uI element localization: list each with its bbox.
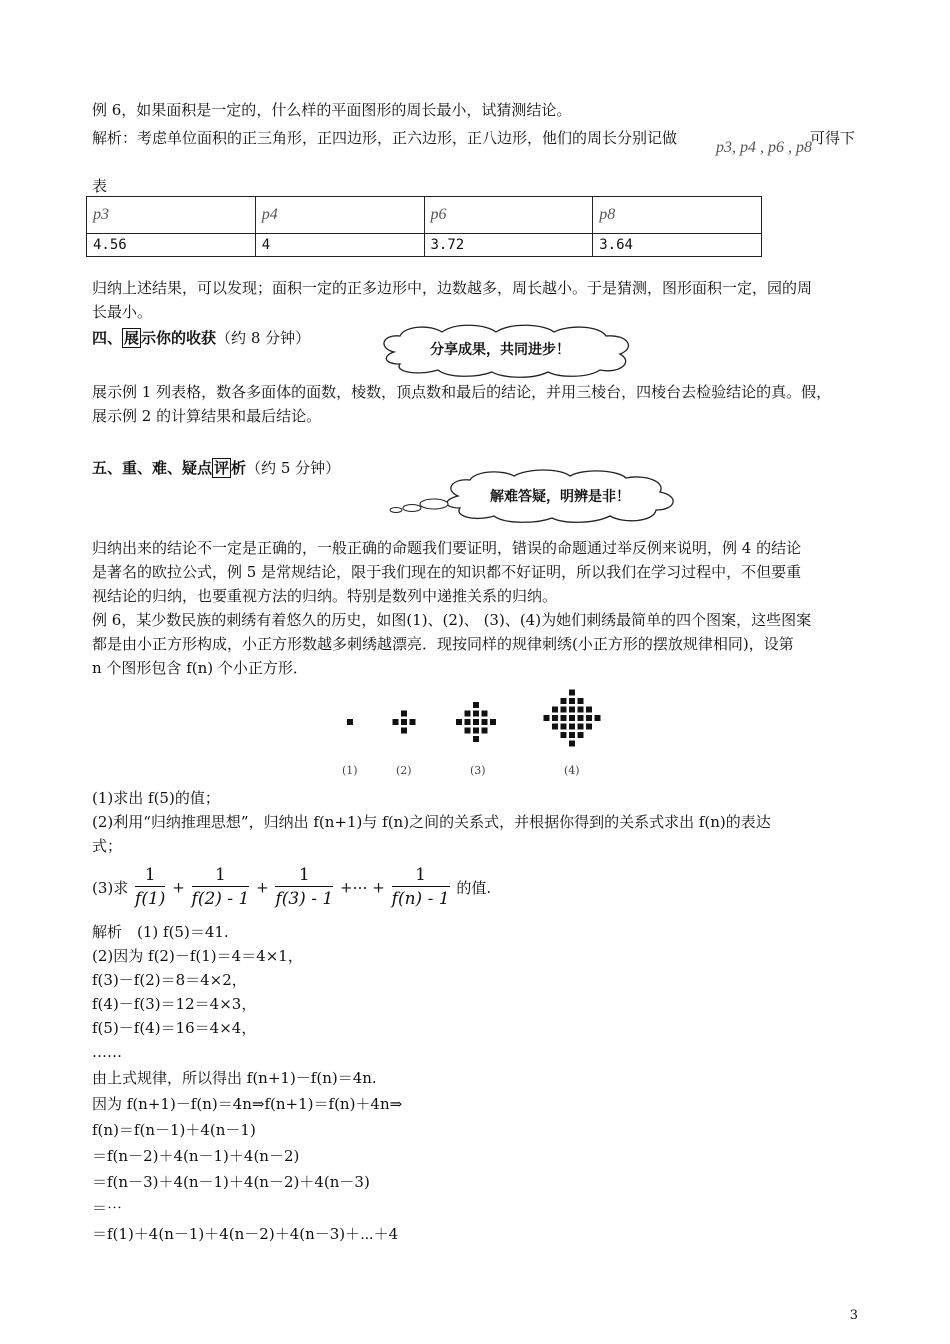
pattern-4-square: [569, 732, 575, 738]
example6-analysis: 解析：考虑单位面积的正三角形，正四边形，正六边形，正八边形，他们的周长分别记做: [92, 129, 678, 147]
section4-heading: [92, 328, 310, 348]
pattern-4-square: [561, 715, 567, 721]
pattern-4-square: [578, 715, 584, 721]
question-3: [92, 864, 491, 911]
pattern-4-square: [552, 724, 558, 730]
pattern-3-square: [465, 719, 471, 725]
pattern-2-square: [401, 711, 407, 717]
pattern-4-square: [595, 715, 601, 721]
section4-title-c: 示你的收获: [141, 329, 217, 347]
pattern-4-square: [578, 707, 584, 713]
plus-op: +: [256, 878, 269, 897]
table-cell: 4.56: [87, 234, 256, 257]
table-cell: 4: [255, 234, 424, 257]
pattern-3-square: [465, 711, 471, 717]
fraction-numerator: 1: [392, 864, 450, 887]
conclusion-line-2: 长最小。: [92, 303, 153, 321]
pattern-4-square: [569, 698, 575, 704]
section4-time: （约 8 分钟）: [216, 329, 311, 347]
pattern-3-square: [482, 711, 488, 717]
solution-line: ＝f(n－2)＋4(n－1)＋4(n－2): [92, 1147, 300, 1165]
section4-line-2: 展示例 2 的计算结果和最后结论。: [92, 407, 322, 425]
solution-line: ＝f(n－3)＋4(n－1)＋4(n－2)＋4(n－3): [92, 1173, 370, 1191]
pattern-2-square: [401, 728, 407, 734]
section5-line-1: 归纳出来的结论不一定是正确的，一般正确的命题我们要证明，错误的命题通过举反例来说明，例 4 的结论: [92, 539, 802, 557]
solution-line: ＝⋯: [92, 1199, 123, 1217]
perimeter-vars: p3, p4 , p6 , p8: [716, 139, 812, 156]
cloud-text-2: 解难答疑，明辨是非！: [490, 489, 630, 505]
header-p3: p3: [93, 206, 109, 223]
solution-line: 因为 f(n+1)－f(n)＝4n⇒f(n+1)＝f(n)＋4n⇒: [92, 1095, 403, 1113]
pattern-4-square: [561, 732, 567, 738]
pattern-3-square: [473, 711, 479, 717]
pattern-3-square: [490, 719, 496, 725]
caption-3: (3): [470, 764, 486, 777]
fraction-term-2: [192, 864, 250, 911]
fraction-numerator: 1: [192, 864, 250, 887]
pattern-4-square: [561, 698, 567, 704]
example6b-line-3: n 个图形包含 f(n) 个小正方形．: [92, 659, 308, 677]
cloud-text-1: 分享成果，共同进步！: [430, 342, 570, 358]
section5-heading: [92, 458, 340, 478]
embroidery-patterns-figure: [330, 680, 630, 760]
pattern-4-square: [569, 715, 575, 721]
caption-1: (1): [342, 764, 358, 777]
solution-line: f(3)－f(2)＝8＝4×2，: [92, 971, 247, 989]
pattern-2-square: [393, 719, 399, 725]
solution-line: (2)因为 f(2)－f(1)＝4＝4×1，: [92, 947, 303, 965]
solution-line: f(4)－f(3)＝12＝4×3，: [92, 995, 257, 1013]
pattern-4-square: [578, 724, 584, 730]
pattern-2-square: [401, 719, 407, 725]
example6-biao: 表: [92, 177, 108, 195]
table-header-cell: [593, 197, 762, 234]
question-1: (1)求出 f(5)的值；: [92, 789, 220, 807]
caption-2: (2): [396, 764, 412, 777]
question-2b: 式；: [92, 837, 123, 855]
table-row: [87, 234, 762, 257]
caption-4: (4): [564, 764, 580, 777]
table-header-cell: [424, 197, 593, 234]
fraction-denominator: f(n) - 1: [391, 889, 450, 909]
pattern-4-square: [586, 715, 592, 721]
fraction-numerator: 1: [135, 864, 165, 887]
fraction-denominator: f(2) - 1: [191, 889, 250, 909]
perimeter-table: [86, 196, 762, 257]
pattern-3-square: [473, 736, 479, 742]
section5-title-b: 评: [214, 459, 230, 477]
q3-suffix: 的值.: [456, 879, 492, 897]
pattern-4-square: [578, 732, 584, 738]
header-p8: p8: [599, 206, 616, 223]
fraction-term-n: [392, 864, 450, 911]
solution-line: f(5)－f(4)＝16＝4×4，: [92, 1019, 257, 1037]
table-cell: 3.72: [424, 234, 593, 257]
section5-line-3: 视结论的归纳，也要重视方法的归纳。特别是数列中递推关系的归纳。: [92, 587, 558, 605]
fraction-term-3: [275, 864, 333, 911]
pattern-3-square: [482, 728, 488, 734]
section4-title-b: 展: [124, 329, 140, 347]
pattern-3-square: [473, 719, 479, 725]
fraction-term-1: [135, 864, 165, 911]
pattern-4-square: [552, 707, 558, 713]
solution-line: ……: [92, 1043, 122, 1061]
pattern-3-square: [465, 728, 471, 734]
table-header-cell: [87, 197, 256, 234]
pattern-4-square: [586, 724, 592, 730]
pattern-2-square: [410, 719, 416, 725]
fraction-numerator: 1: [275, 864, 333, 887]
pattern-3-square: [473, 728, 479, 734]
pattern-4-square: [578, 698, 584, 704]
section5-line-2: 是著名的欧拉公式，例 5 是常规结论，限于我们现在的知识都不好证明，所以我们在学习过程中，不但要重: [92, 563, 802, 581]
example6-title: 例 6，如果面积是一定的，什么样的平面图形的周长最小，试猜测结论。: [92, 101, 572, 119]
section5-title-a: 五、重、难、疑点: [92, 459, 213, 477]
solution-line: ＝f(1)＋4(n－1)＋4(n－2)＋4(n－3)＋⋯＋4: [92, 1225, 399, 1243]
pattern-4-square: [586, 707, 592, 713]
fraction-denominator: f(1): [135, 889, 166, 909]
solution-line: 解析 (1) f(5)＝41.: [92, 923, 229, 941]
plus-dots-op: +⋯ +: [339, 878, 385, 897]
fraction-denominator: f(3) - 1: [275, 889, 334, 909]
pattern-4-square: [544, 715, 550, 721]
table-cell: 3.64: [593, 234, 762, 257]
example6-tail: 可得下: [810, 129, 856, 147]
pattern-4-square: [569, 724, 575, 730]
plus-op: +: [172, 878, 185, 897]
question-2a: (2)利用“归纳推理思想”，归纳出 f(n+1)与 f(n)之间的关系式，并根据你得到的关系式求出 f(n)的表达: [92, 813, 771, 831]
section5-time: （约 5 分钟）: [246, 459, 341, 477]
page-number: 3: [849, 1308, 858, 1323]
conclusion-line-1: 归纳上述结果，可以发现；面积一定的正多边形中，边数越多，周长越小。于是猜测，图形面积一定，园的周: [92, 279, 813, 297]
pattern-4-square: [569, 690, 575, 696]
pattern-4-square: [569, 707, 575, 713]
header-p4: p4: [261, 206, 278, 223]
solution-line: f(n)＝f(n－1)＋4(n－1): [92, 1121, 256, 1139]
example6b-line-2: 都是由小正方形构成，小正方形数越多刺绣越漂亮．现按同样的规律刺绣(小正方形的摆放规律相同)，设第: [92, 635, 794, 653]
table-header-cell: [255, 197, 424, 234]
section4-line-1: 展示例 1 列表格，数各多面体的面数，棱数，顶点数和最后的结论，并用三棱台，四棱台去检验结论的真。假，: [92, 383, 832, 401]
pattern-4-square: [561, 724, 567, 730]
section4-title-a: 四、: [92, 329, 123, 347]
pattern-4-square: [569, 741, 575, 747]
pattern-3-square: [473, 702, 479, 708]
pattern-4-square: [561, 707, 567, 713]
example6b-line-1: 例 6，某少数民族的刺绣有着悠久的历史，如图(1)、(2)、 (3)、(4)为她们刺绣最简单的四个图案，这些图案: [92, 611, 812, 629]
pattern-4-square: [552, 715, 558, 721]
header-p6: p6: [430, 206, 447, 223]
section5-title-c: 析: [231, 459, 247, 477]
pattern-1-square: [347, 719, 353, 725]
solution-line: 由上式规律，所以得出 f(n+1)－f(n)＝4n.: [92, 1069, 377, 1087]
pattern-3-square: [456, 719, 462, 725]
pattern-3-square: [482, 719, 488, 725]
table-header-row: [87, 197, 762, 234]
q3-prefix: (3)求: [92, 879, 129, 897]
